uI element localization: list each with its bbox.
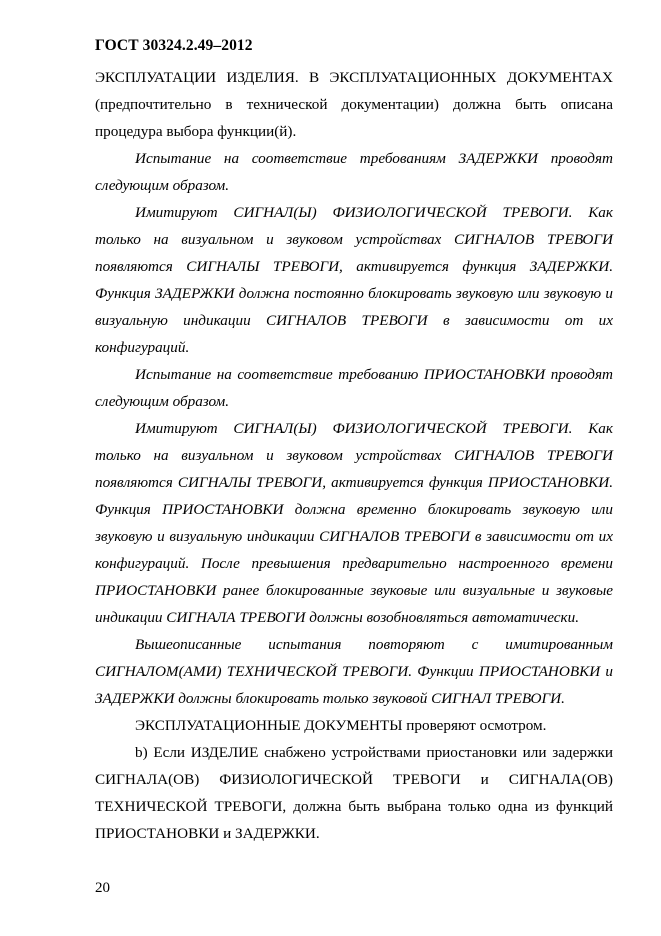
- paragraph-delay-test-procedure: Имитируют СИГНАЛ(Ы) ФИЗИОЛОГИЧЕСКОЙ ТРЕВОГИ. Как только на визуальном и звуковом устройствах СИГНАЛОВ ТРЕВОГИ появляются СИГНАЛЫ ТРЕВОГИ, активируется функция ЗАДЕРЖКИ. Функция ЗАДЕРЖКИ должна постоянно блокировать звуковую или звуковую и визуальную индикации СИГНАЛОВ ТРЕВОГИ в зависимости от их конфигураций.: [95, 204, 613, 356]
- paragraph-delay-test-intro: Испытание на соответствие требованиям ЗАДЕРЖКИ проводят следующим образом.: [95, 150, 613, 194]
- paragraph-procedure-description: ЭКСПЛУАТАЦИИ ИЗДЕЛИЯ. В ЭКСПЛУАТАЦИОННЫХ ДОКУМЕНТАХ (предпочтительно в технической документации) должна быть описана процедура выбора функции(й).: [95, 69, 613, 140]
- paragraph-documents-inspection: ЭКСПЛУАТАЦИОННЫЕ ДОКУМЕНТЫ проверяют осмотром.: [135, 717, 547, 734]
- standard-header: ГОСТ 30324.2.49–2012: [95, 37, 253, 54]
- paragraph-suspend-test-intro: Испытание на соответствие требованию ПРИОСТАНОВКИ проводят следующим образом.: [95, 366, 613, 410]
- page-number: 20: [95, 880, 110, 896]
- paragraph-suspend-test-procedure: Имитируют СИГНАЛ(Ы) ФИЗИОЛОГИЧЕСКОЙ ТРЕВОГИ. Как только на визуальном и звуковом устройствах СИГНАЛОВ ТРЕВОГИ появляются СИГНАЛЫ ТРЕВОГИ, активируется функция ПРИОСТАНОВКИ. Функция ПРИОСТАНОВКИ должна временно блокировать звуковую или звуковую и визуальную индикации СИГНАЛОВ ТРЕВОГИ в зависимости от их конфигураций. После превышения предварительно настроенного времени ПРИОСТАНОВКИ ранее блокированные звуковые или визуальные и звуковые индикации СИГНАЛА ТРЕВОГИ должны возобновляться автоматически.: [95, 420, 613, 626]
- paragraph-technical-alarm-repeat: Вышеописанные испытания повторяют с имитированным СИГНАЛОМ(АМИ) ТЕХНИЧЕСКОЙ ТРЕВОГИ. Функции ПРИОСТАНОВКИ и ЗАДЕРЖКИ должны блокировать только звуковой СИГНАЛ ТРЕВОГИ.: [95, 636, 613, 707]
- paragraph-item-b: b) Если ИЗДЕЛИЕ снабжено устройствами приостановки или задержки СИГНАЛА(ОВ) ФИЗИОЛОГИЧЕСКОЙ ТРЕВОГИ и СИГНАЛА(ОВ) ТЕХНИЧЕСКОЙ ТРЕВОГИ, должна быть выбрана только одна из функций ПРИОСТАНОВКИ и ЗАДЕРЖКИ.: [95, 744, 613, 842]
- document-body: [95, 64, 613, 847]
